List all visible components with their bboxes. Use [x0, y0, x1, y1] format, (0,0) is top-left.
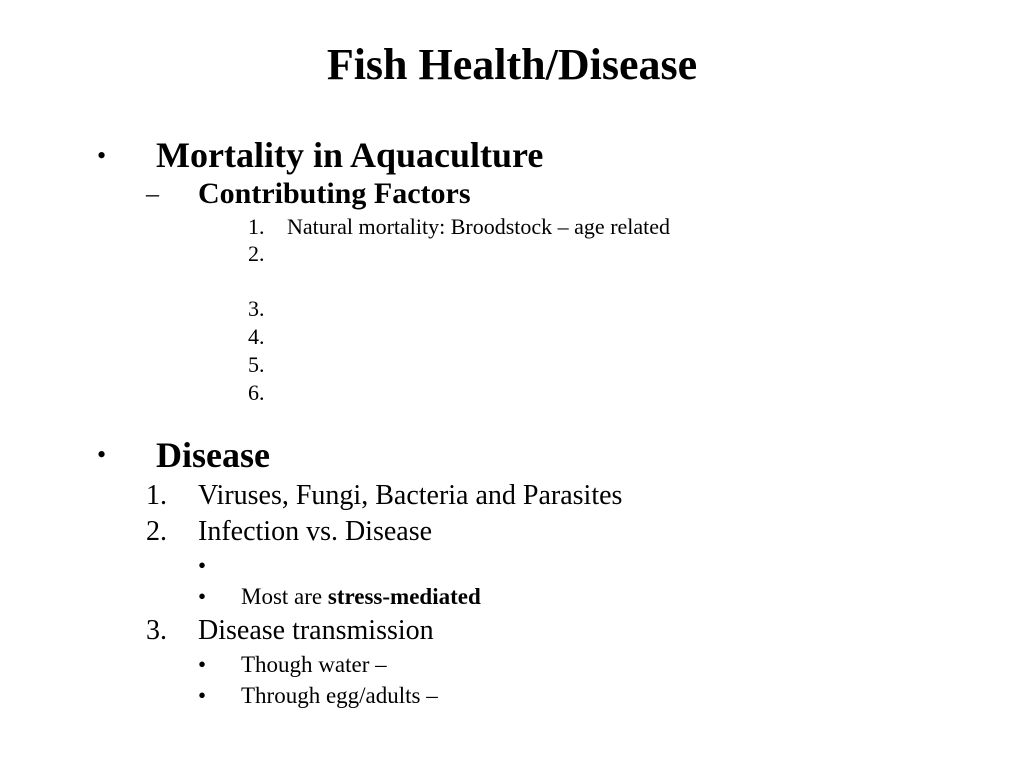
transmission-subitem-text: Through egg/adults –: [241, 683, 438, 708]
infection-subbullet: •: [198, 553, 207, 578]
transmission-subbullet: •: [198, 652, 207, 677]
factor-text: Natural mortality: Broodstock – age related: [287, 214, 671, 239]
factor-number: 6.: [248, 380, 265, 405]
contributing-factors-heading: Contributing Factors: [198, 177, 471, 210]
subitem-text-prefix: Most are: [241, 584, 328, 609]
disease-item-number: 3.: [146, 615, 167, 646]
factor-number: 5.: [248, 352, 265, 377]
disease-item-text: Viruses, Fungi, Bacteria and Parasites: [198, 480, 623, 511]
disease-bullet: •: [97, 440, 107, 469]
stress-mediated-emphasis: stress-mediated: [327, 584, 481, 609]
infection-subitem-text: [241, 585, 481, 608]
mortality-heading: Mortality in Aquaculture: [156, 135, 544, 175]
disease-item-text: Infection vs. Disease: [198, 516, 433, 547]
disease-item-text: Disease transmission: [198, 615, 434, 646]
disease-heading: Disease: [156, 435, 270, 475]
mortality-bullet: •: [97, 141, 107, 170]
infection-subbullet: •: [198, 584, 207, 609]
disease-item-number: 1.: [146, 480, 167, 511]
slide-title: Fish Health/Disease: [326, 40, 698, 89]
transmission-subitem-text: Though water –: [241, 652, 387, 677]
factor-number: 1.: [248, 214, 265, 239]
disease-item-number: 2.: [146, 516, 167, 547]
factor-number: 4.: [248, 324, 265, 349]
factor-number: 2.: [248, 241, 265, 266]
factor-number: 3.: [248, 296, 265, 321]
contributing-factors-dash: –: [146, 179, 159, 208]
transmission-subbullet: •: [198, 683, 207, 708]
